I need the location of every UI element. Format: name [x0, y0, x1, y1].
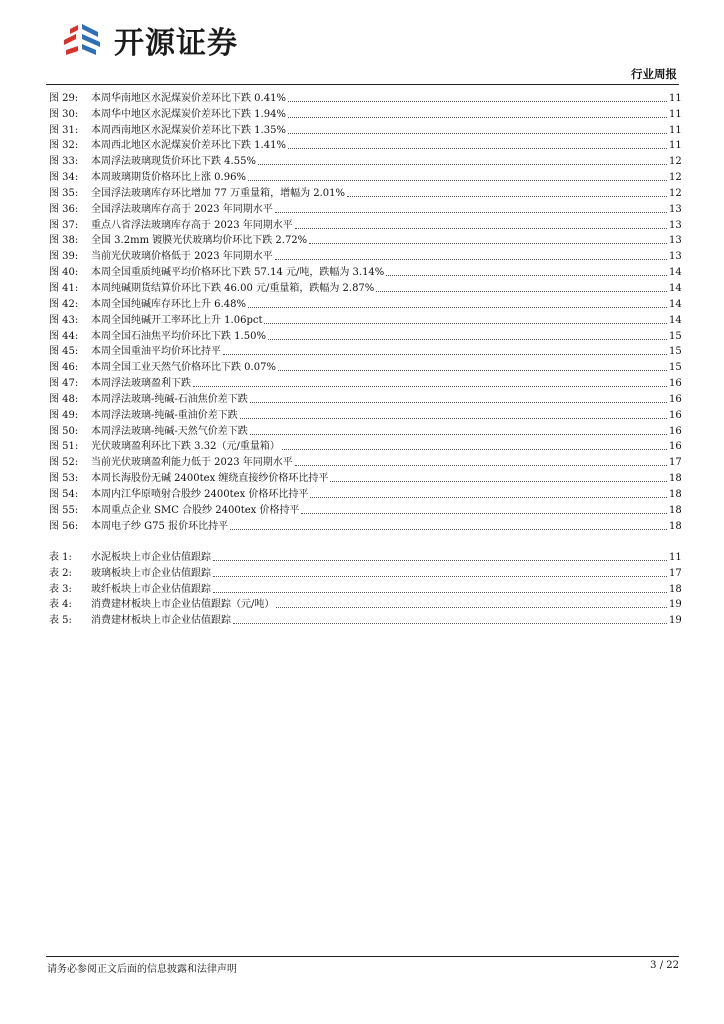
entry-title: 玻纤板块上市企业估值跟踪 [91, 583, 211, 595]
dot-leader [288, 101, 667, 102]
entry-title: 消费建材板块上市企业估值跟踪 [91, 615, 231, 627]
dot-leader [275, 212, 667, 213]
footer-disclaimer: 请务必参阅正文后面的信息披露和法律声明 [47, 964, 237, 975]
dot-leader [309, 243, 667, 244]
entry-label: 图 29: [49, 92, 79, 104]
entry-page-number: 15 [669, 362, 682, 374]
dot-leader [288, 133, 667, 134]
entry-label: 图 37: [49, 219, 79, 231]
entry-title: 本周浮法玻璃-纯碱-天然气价差下跌 [91, 425, 248, 437]
entry-title: 本周电子纱 G75 报价环比持平 [91, 520, 229, 532]
figure-toc-entry[interactable] [49, 89, 681, 105]
entry-page-number: 13 [669, 251, 682, 263]
entry-page-number: 13 [669, 219, 682, 231]
logo-stripe [64, 34, 76, 45]
entry-label: 图 53: [49, 473, 79, 485]
entry-page-number: 18 [669, 520, 682, 532]
figure-toc-entry[interactable] [49, 469, 681, 485]
entry-title: 本周长海股份无碱 2400tex 缠绕直接纱价格环比持平 [91, 473, 329, 485]
entry-title: 本周全国纯碱开工率环比上升 1.06pct [91, 314, 263, 326]
entry-page-number: 18 [669, 583, 682, 595]
company-logo [60, 18, 238, 62]
figure-toc-entry[interactable] [49, 168, 681, 184]
entry-page-number: 19 [669, 599, 682, 611]
entry-page-number: 18 [669, 473, 682, 485]
figure-toc-entry[interactable] [49, 343, 681, 359]
entry-page-number: 11 [669, 551, 682, 563]
dot-leader [301, 513, 667, 514]
entry-label: 图 39: [49, 251, 79, 263]
entry-label: 表 1: [49, 551, 72, 563]
dot-leader [275, 259, 667, 260]
dot-leader [330, 481, 667, 482]
dot-leader [276, 607, 667, 608]
entry-label: 图 36: [49, 203, 79, 215]
entry-label: 图 55: [49, 504, 79, 516]
entry-page-number: 13 [669, 235, 682, 247]
entry-label: 表 2: [49, 567, 72, 579]
table-toc-entry[interactable] [49, 548, 681, 564]
table-toc-entry[interactable] [49, 580, 681, 596]
dot-leader [213, 576, 667, 577]
entry-page-number: 16 [669, 378, 682, 390]
entry-page-number: 16 [669, 425, 682, 437]
entry-title: 本周浮法玻璃-纯碱-重油价差下跌 [91, 409, 238, 421]
entry-title: 光伏玻璃盈利环比下跌 3.32（元/重量箱） [91, 441, 280, 453]
page-number: 3 / 22 [650, 960, 679, 971]
entry-page-number: 11 [669, 108, 682, 120]
dot-leader [288, 148, 667, 149]
entry-page-number: 19 [669, 615, 682, 627]
logo-stripe [82, 44, 96, 55]
figure-toc-entry[interactable] [49, 137, 681, 153]
logo-mark-icon [60, 20, 106, 60]
logo-stripe [70, 25, 78, 34]
entry-page-number: 11 [669, 124, 682, 136]
entry-page-number: 16 [669, 441, 682, 453]
entry-title: 本周浮法玻璃现货价环比下跌 4.55% [91, 156, 256, 168]
entry-title: 本周纯碱期货结算价环比下跌 46.00 元/重量箱，跌幅为 2.87% [91, 282, 375, 294]
entry-label: 图 52: [49, 457, 79, 469]
entry-title: 本周浮法玻璃盈利下跌 [91, 378, 191, 390]
entry-title: 消费建材板块上市企业估值跟踪（元/吨） [91, 599, 275, 611]
dot-leader [264, 323, 667, 324]
entry-label: 图 42: [49, 298, 79, 310]
entry-label: 图 30: [49, 108, 79, 120]
entry-label: 表 4: [49, 599, 72, 611]
entry-page-number: 12 [669, 172, 682, 184]
figure-toc-entry[interactable] [49, 216, 681, 232]
footer-divider [46, 956, 679, 957]
dot-leader [278, 370, 667, 371]
dot-leader [288, 117, 667, 118]
entry-page-number: 13 [669, 203, 682, 215]
dot-leader [230, 529, 667, 530]
entry-page-number: 12 [669, 187, 682, 199]
dot-leader [295, 465, 667, 466]
dot-leader [233, 623, 667, 624]
dot-leader [295, 228, 667, 229]
figure-toc-entry[interactable] [49, 232, 681, 248]
entry-page-number: 18 [669, 504, 682, 516]
entry-label: 图 45: [49, 346, 79, 358]
entry-label: 图 43: [49, 314, 79, 326]
entry-page-number: 12 [669, 156, 682, 168]
entry-page-number: 11 [669, 92, 682, 104]
entry-title: 本周全国重油平均价环比持平 [91, 346, 221, 358]
figure-toc-entry[interactable] [49, 200, 681, 216]
figure-toc-entry[interactable] [49, 263, 681, 279]
dot-leader [310, 497, 667, 498]
dot-leader [258, 164, 667, 165]
entry-title: 本周全国工业天然气价格环比下跌 0.07% [91, 362, 276, 374]
figure-toc-entry[interactable] [49, 279, 681, 295]
logo-stripe [82, 24, 98, 37]
figure-toc-entry[interactable] [49, 485, 681, 501]
entry-page-number: 16 [669, 393, 682, 405]
figure-toc-entry[interactable] [49, 406, 681, 422]
entry-title: 本周华中地区水泥煤炭价差环比下跌 1.94% [91, 108, 286, 120]
figure-toc-entry[interactable] [49, 422, 681, 438]
entry-label: 图 33: [49, 156, 79, 168]
table-toc-entry[interactable] [49, 564, 681, 580]
entry-title: 全国浮法玻璃库存高于 2023 年同期水平 [91, 203, 273, 215]
figure-toc-entry[interactable] [49, 358, 681, 374]
entry-label: 图 54: [49, 488, 79, 500]
entry-page-number: 14 [669, 314, 682, 326]
entry-label: 图 44: [49, 330, 79, 342]
entry-page-number: 17 [669, 457, 682, 469]
figure-toc-entry[interactable] [49, 311, 681, 327]
entry-label: 图 32: [49, 140, 79, 152]
figure-toc-entry[interactable] [49, 184, 681, 200]
entry-label: 图 41: [49, 282, 79, 294]
dot-leader [240, 418, 667, 419]
entry-page-number: 16 [669, 409, 682, 421]
dot-leader [386, 275, 667, 276]
entry-label: 图 56: [49, 520, 79, 532]
dot-leader [250, 434, 667, 435]
report-type: 行业周报 [631, 67, 677, 81]
entry-label: 表 5: [49, 615, 72, 627]
entry-label: 图 48: [49, 393, 79, 405]
entry-title: 本周内江华原喷射合股纱 2400tex 价格环比持平 [91, 488, 309, 500]
page-header [0, 0, 724, 90]
entry-label: 图 35: [49, 187, 79, 199]
entry-title: 玻璃板块上市企业估值跟踪 [91, 567, 211, 579]
entry-label: 图 40: [49, 267, 79, 279]
figure-toc-entry[interactable] [49, 438, 681, 454]
dot-leader [282, 449, 667, 450]
entry-page-number: 14 [669, 267, 682, 279]
dot-leader [213, 592, 667, 593]
dot-leader [248, 307, 667, 308]
dot-leader [376, 291, 667, 292]
figure-toc-entry[interactable] [49, 295, 681, 311]
entry-page-number: 14 [669, 282, 682, 294]
figure-toc-entry[interactable] [49, 327, 681, 343]
figure-toc-entry[interactable] [49, 374, 681, 390]
figure-toc-entry[interactable] [49, 501, 681, 517]
entry-title: 本周全国石油焦平均价环比下跌 1.50% [91, 330, 266, 342]
header-divider [46, 84, 679, 85]
entry-label: 图 50: [49, 425, 79, 437]
dot-leader [347, 196, 667, 197]
figure-toc-entry[interactable] [49, 247, 681, 263]
entry-page-number: 18 [669, 488, 682, 500]
entry-title: 全国 3.2mm 镀膜光伏玻璃均价环比下跌 2.72% [91, 235, 308, 247]
entry-title: 本周重点企业 SMC 合股纱 2400tex 价格持平 [91, 504, 300, 516]
figure-toc-entry[interactable] [49, 152, 681, 168]
figure-toc-entry[interactable] [49, 517, 681, 533]
entry-label: 图 47: [49, 378, 79, 390]
entry-label: 图 34: [49, 172, 79, 184]
brand-name: 开源证券 [114, 26, 238, 61]
entry-title: 全国浮法玻璃库存环比增加 77 万重量箱，增幅为 2.01% [91, 187, 346, 199]
entry-title: 重点八省浮法玻璃库存高于 2023 年同期水平 [91, 219, 293, 231]
entry-label: 图 51: [49, 441, 79, 453]
figure-toc-entry[interactable] [49, 121, 681, 137]
dot-leader [213, 560, 667, 561]
entry-label: 图 49: [49, 409, 79, 421]
logo-stripe [66, 46, 78, 55]
dot-leader [250, 402, 667, 403]
entry-page-number: 14 [669, 298, 682, 310]
dot-leader [268, 339, 667, 340]
entry-title: 本周华南地区水泥煤炭价差环比下跌 0.41% [91, 92, 286, 104]
entry-label: 表 3: [49, 583, 72, 595]
entry-title: 水泥板块上市企业估值跟踪 [91, 551, 211, 563]
entry-title: 本周西南地区水泥煤炭价差环比下跌 1.35% [91, 124, 286, 136]
figure-toc-entry[interactable] [49, 453, 681, 469]
entry-page-number: 17 [669, 567, 682, 579]
entry-title: 本周全国重质纯碱平均价格环比下跌 57.14 元/吨，跌幅为 3.14% [91, 267, 385, 279]
entry-label: 图 31: [49, 124, 79, 136]
entry-title: 当前光伏玻璃价格低于 2023 年同期水平 [91, 251, 273, 263]
table-list [49, 548, 681, 627]
dot-leader [248, 180, 667, 181]
entry-page-number: 15 [669, 330, 682, 342]
figure-list [49, 89, 681, 533]
entry-title: 当前光伏玻璃盈利能力低于 2023 年同期水平 [91, 457, 293, 469]
table-toc-entry[interactable] [49, 596, 681, 612]
figure-toc-entry[interactable] [49, 390, 681, 406]
entry-title: 本周全国纯碱库存环比上升 6.48% [91, 298, 246, 310]
entry-title: 本周玻璃期货价格环比上涨 0.96% [91, 172, 246, 184]
entry-page-number: 11 [669, 140, 682, 152]
entry-label: 图 38: [49, 235, 79, 247]
dot-leader [223, 354, 667, 355]
entry-label: 图 46: [49, 362, 79, 374]
entry-title: 本周浮法玻璃-纯碱-石油焦价差下跌 [91, 393, 248, 405]
dot-leader [193, 386, 667, 387]
entry-page-number: 15 [669, 346, 682, 358]
figure-toc-entry[interactable] [49, 105, 681, 121]
table-toc-entry[interactable] [49, 611, 681, 627]
entry-title: 本周西北地区水泥煤炭价差环比下跌 1.41% [91, 140, 286, 152]
